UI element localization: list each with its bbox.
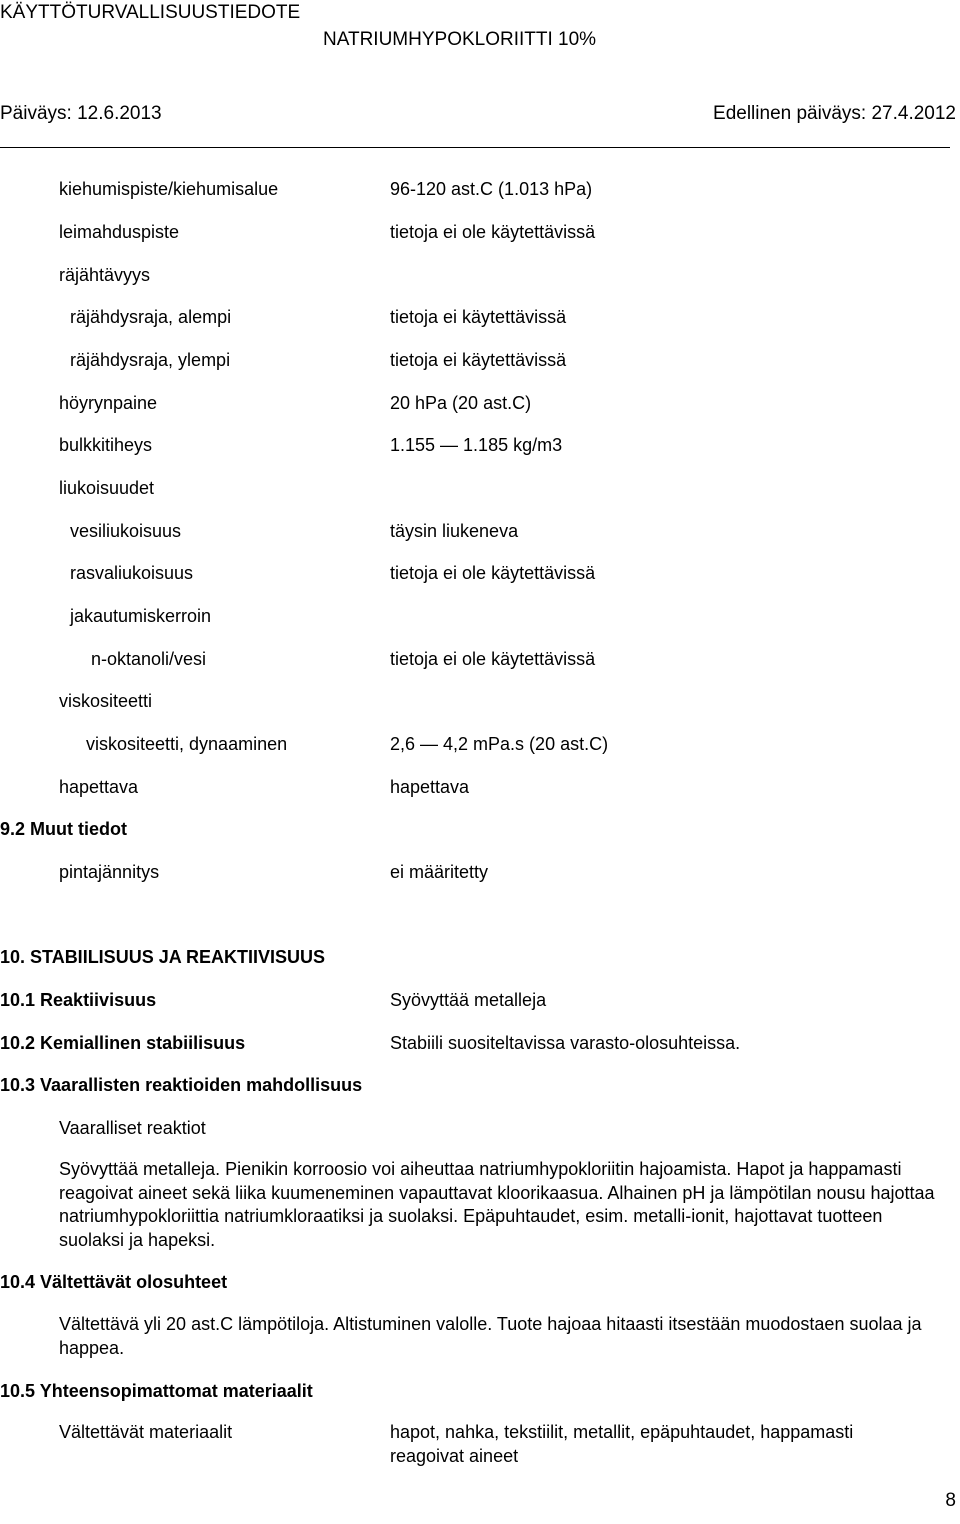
- section-10-2-value: Stabiili suositeltavissa varasto-olosuhteissa.: [390, 1033, 741, 1053]
- property-value: tietoja ei ole käytettävissä: [390, 563, 596, 583]
- product-name: NATRIUMHYPOKLORIITTI 10%: [323, 29, 597, 50]
- property-label: räjähdysraja, alempi: [70, 307, 232, 327]
- property-label: n-oktanoli/vesi: [91, 649, 207, 669]
- property-label: kiehumispiste/kiehumisalue: [59, 179, 279, 199]
- property-value: tietoja ei käytettävissä: [390, 350, 567, 370]
- property-value: 20 hPa (20 ast.C): [390, 393, 532, 413]
- section-10-3-title: 10.3 Vaarallisten reaktioiden mahdollisuus: [0, 1075, 363, 1095]
- property-label: räjähtävyys: [59, 265, 151, 285]
- document-type-title: KÄYTTÖTURVALLISUUSTIEDOTE: [0, 2, 301, 23]
- section-10-1-title: 10.1 Reaktiivisuus: [0, 990, 157, 1010]
- property-label: rasvaliukoisuus: [70, 563, 194, 583]
- property-value: 1.155 — 1.185 kg/m3: [390, 435, 563, 455]
- section-10-5-title: 10.5 Yhteensopimattomat materiaalit: [0, 1381, 313, 1401]
- property-label: vesiliukoisuus: [70, 521, 182, 541]
- section-10-4-title: 10.4 Vältettävät olosuhteet: [0, 1272, 228, 1292]
- property-value: tietoja ei käytettävissä: [390, 307, 567, 327]
- section-9-2-title: 9.2 Muut tiedot: [0, 819, 127, 839]
- property-label: bulkkitiheys: [59, 435, 153, 455]
- previous-date: Edellinen päiväys: 27.4.2012: [713, 103, 956, 124]
- section-10-4-text: Vältettävä yli 20 ast.C lämpötiloja. Altistuminen valolle. Tuote hajoaa hitaasti itsestään muodostaen suolaa ja happea.: [59, 1314, 922, 1358]
- property-label: jakautumiskerroin: [70, 606, 212, 626]
- property-label: leimahduspiste: [59, 222, 180, 242]
- section-10-2-title: 10.2 Kemiallinen stabiilisuus: [0, 1033, 246, 1053]
- issue-date: Päiväys: 12.6.2013: [0, 103, 162, 124]
- property-value: 2,6 — 4,2 mPa.s (20 ast.C): [390, 734, 609, 754]
- property-label: liukoisuudet: [59, 478, 155, 498]
- property-value: ei määritetty: [390, 862, 489, 882]
- section-10-3-sublabel: Vaaralliset reaktiot: [59, 1118, 206, 1138]
- property-label: pintajännitys: [59, 862, 160, 882]
- section-10-5-label: Vältettävät materiaalit: [59, 1422, 233, 1442]
- property-value: tietoja ei ole käytettävissä: [390, 649, 596, 669]
- header-divider: [0, 147, 950, 148]
- property-value: 96-120 ast.C (1.013 hPa): [390, 179, 593, 199]
- section-10-1-value: Syövyttää metalleja: [390, 990, 547, 1010]
- property-label: höyrynpaine: [59, 393, 158, 413]
- property-label: viskositeetti, dynaaminen: [86, 734, 288, 754]
- section-10-title: 10. STABIILISUUS JA REAKTIIVISUUS: [0, 947, 326, 967]
- property-value: täysin liukeneva: [390, 521, 519, 541]
- property-value: tietoja ei ole käytettävissä: [390, 222, 596, 242]
- page-number: 8: [945, 1490, 956, 1511]
- property-value: hapettava: [390, 777, 470, 797]
- section-10-5-value: hapot, nahka, tekstiilit, metallit, epäpuhtaudet, happamasti reagoivat aineet: [390, 1422, 854, 1466]
- property-label: viskositeetti: [59, 691, 153, 711]
- property-label: räjähdysraja, ylempi: [70, 350, 231, 370]
- property-label: hapettava: [59, 777, 139, 797]
- section-10-3-text: Syövyttää metalleja. Pienikin korroosio voi aiheuttaa natriumhypokloriitin hajoamista. Hapot ja happamasti reagoivat aineet sekä liika kuumeneminen vapauttavat kloorikaasua. Alhainen pH ja lämpötilan nousu hajottaa natriumhypokloriittia natriumkloraatiksi ja suolaksi. Epäpuhtaudet, esim. metalli-ionit, hajottavat tuotteen suolaksi ja hapeksi.: [59, 1159, 935, 1250]
